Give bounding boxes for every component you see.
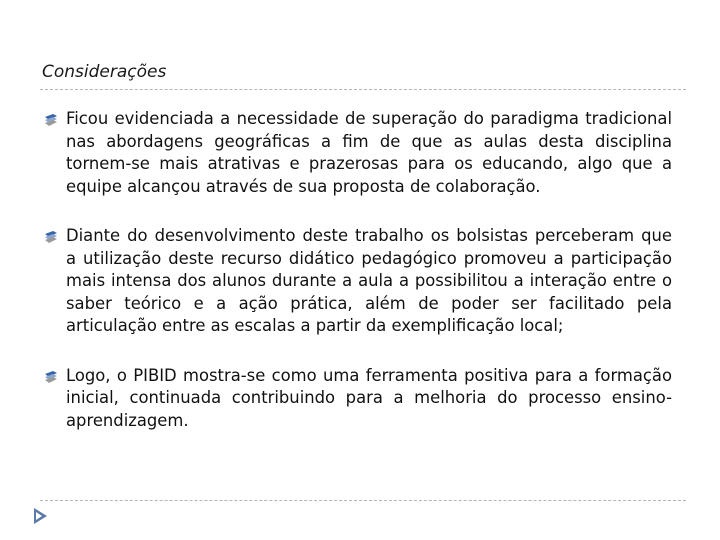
- top-divider: [40, 89, 686, 90]
- play-arrow-icon[interactable]: [30, 506, 50, 526]
- slide-title: Considerações: [42, 62, 167, 82]
- feather-bullet-icon: [44, 371, 58, 383]
- bullet-item: [44, 225, 672, 338]
- bullet-text: Ficou evidenciada a necessidade de superação do paradigma tradicional nas abordagens geográficas a fim de que as aulas desta disciplina tornem-se mais atrativas e prazerosas para os educando, algo que a equipe alcançou através de sua proposta de colaboração.: [66, 109, 672, 196]
- feather-bullet-icon: [44, 231, 58, 243]
- bullet-item: [44, 365, 672, 433]
- bullet-list: [44, 108, 672, 459]
- feather-bullet-icon: [44, 114, 58, 126]
- bottom-divider: [40, 500, 686, 501]
- bullet-item: [44, 108, 672, 198]
- bullet-text: Logo, o PIBID mostra-se como uma ferramenta positiva para a formação inicial, continuada contribuindo para a melhoria do processo ensino- aprendizagem.: [66, 365, 672, 430]
- bullet-text: Diante do desenvolvimento deste trabalho os bolsistas perceberam que a utilização deste recurso didático pedagógico promoveu a participação mais intensa dos alunos durante a aula a possibilitou a interação entre o saber teórico e a ação prática, além de poder ser facilitado pela articulação entre as escalas a partir da exemplificação local;: [66, 226, 672, 335]
